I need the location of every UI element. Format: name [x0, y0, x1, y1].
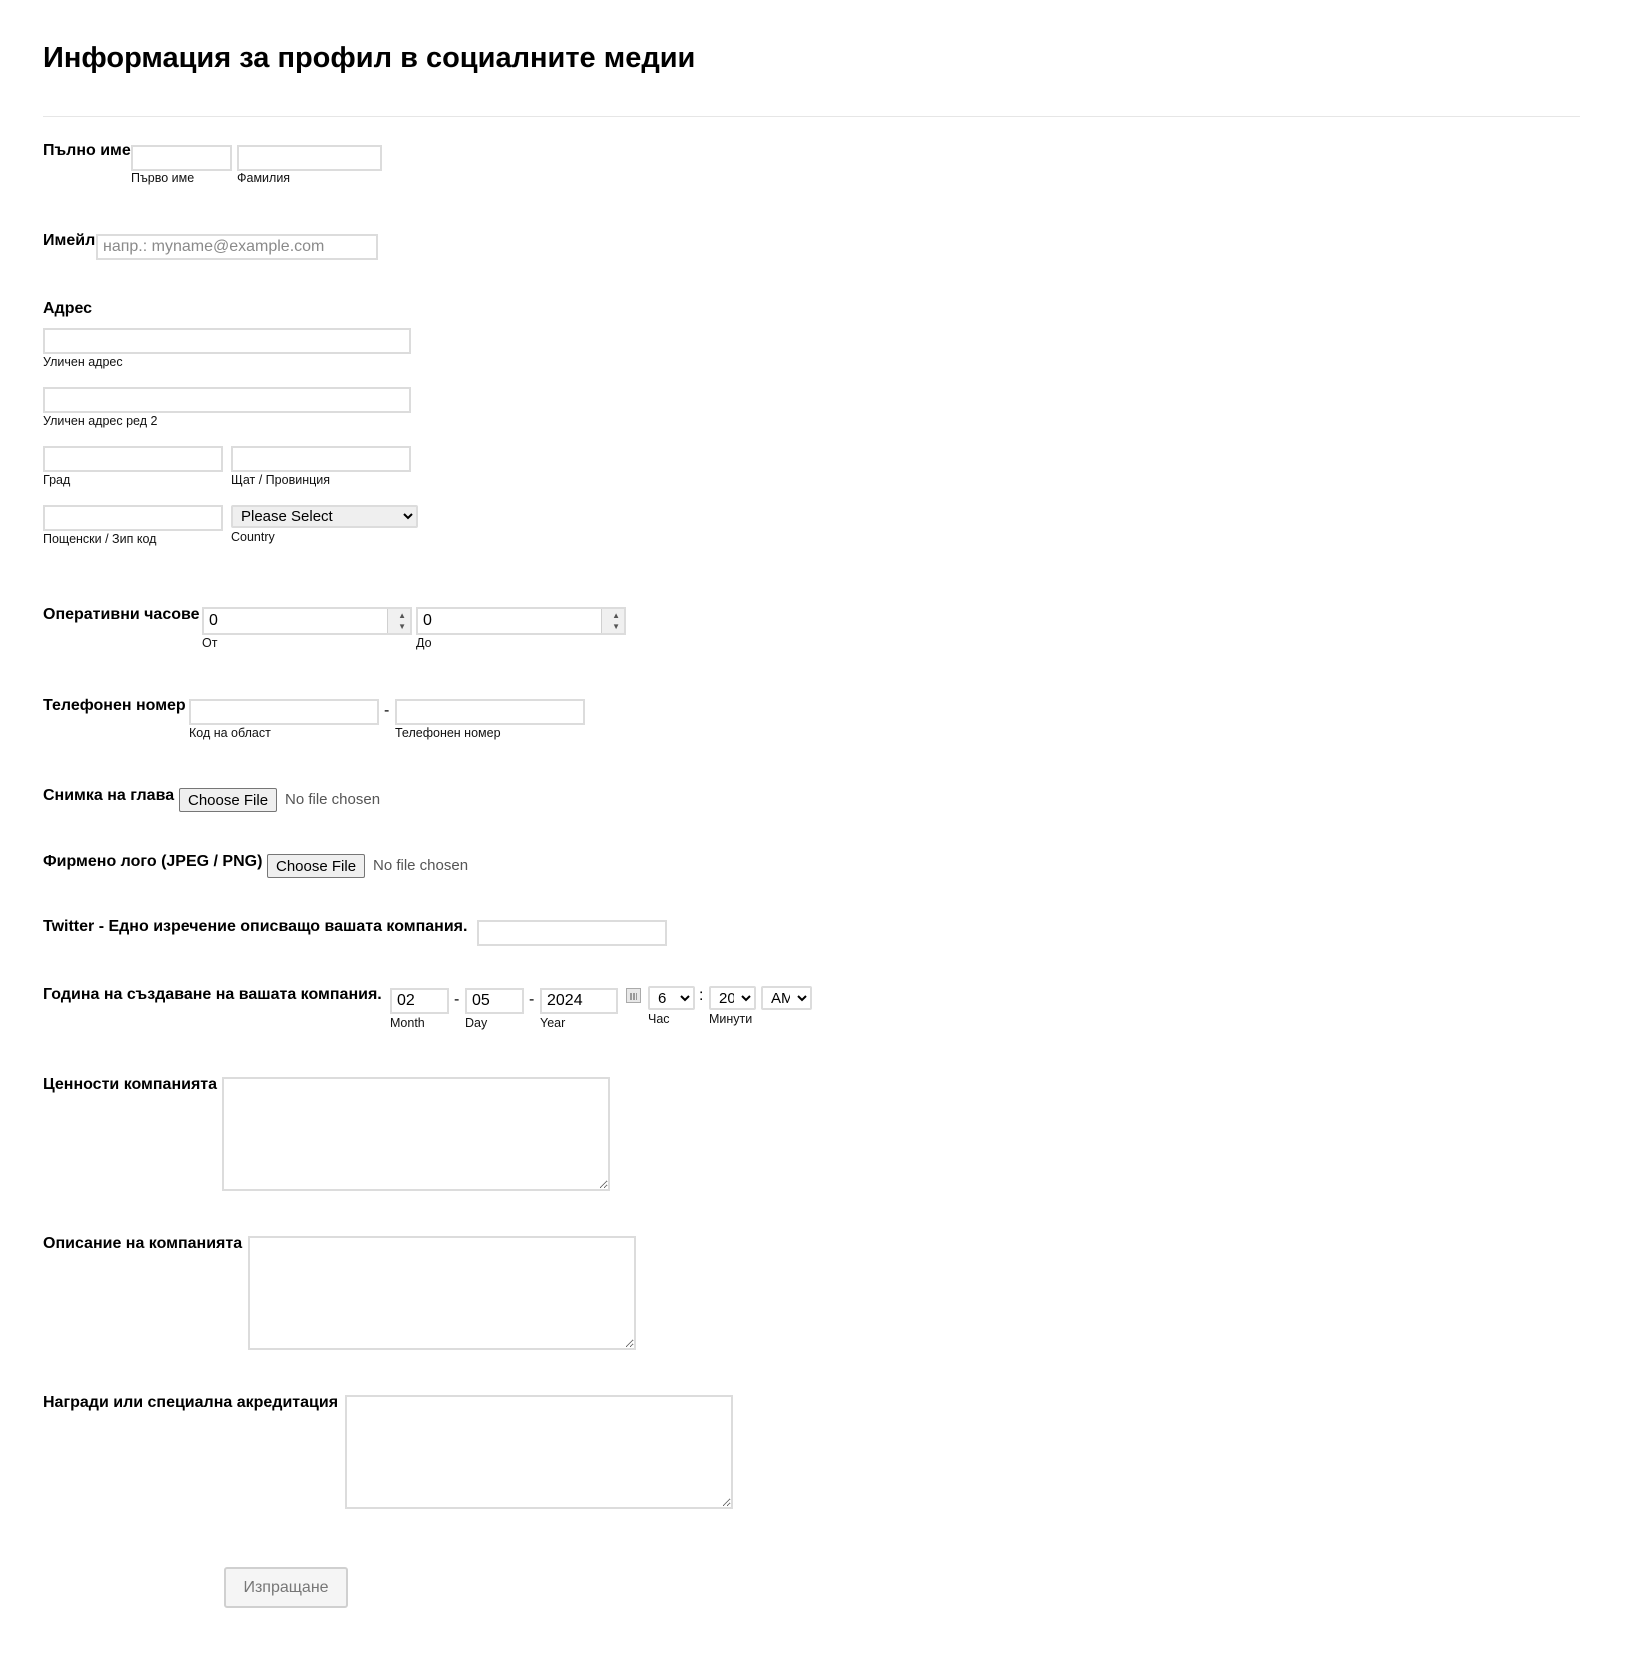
email-label: Имейл [43, 232, 96, 249]
spin-down-icon[interactable]: ▼ [398, 622, 406, 631]
founded-year-sublabel: Year [540, 1016, 566, 1030]
hours-from-sublabel: От [202, 636, 218, 650]
founded-hour-sublabel: Час [648, 1012, 670, 1026]
state-input[interactable] [231, 446, 411, 472]
awards-textarea-wrap [345, 1395, 733, 1514]
date-separator: - [454, 991, 460, 1008]
hours-label: Оперативни часове [43, 606, 200, 623]
phone-number-sublabel: Телефонен номер [395, 726, 501, 740]
state-sublabel: Щат / Провинция [231, 473, 331, 487]
country-sublabel: Country [231, 530, 275, 544]
city-sublabel: Град [43, 473, 71, 487]
twitter-label: Twitter - Едно изречение описващо вашата компания. [43, 918, 468, 935]
description-textarea-wrap [248, 1236, 636, 1355]
hours-to-value[interactable]: 0 [418, 609, 602, 633]
city-input[interactable] [43, 446, 223, 472]
headshot-file-status: No file chosen [285, 791, 381, 808]
hours-from-spinner[interactable] [202, 607, 412, 635]
spin-up-icon[interactable]: ▲ [398, 611, 406, 620]
headshot-choose-file-button[interactable]: Choose File [179, 788, 277, 812]
street-address-line2-sublabel: Уличен адрес ред 2 [43, 414, 158, 428]
headshot-label: Снимка на глава [43, 787, 175, 804]
zip-sublabel: Пощенски / Зип код [43, 532, 157, 546]
hours-from-value[interactable]: 0 [204, 609, 388, 633]
page-title: Информация за профил в социалните медии [43, 42, 696, 74]
phone-area-code-input[interactable] [189, 699, 379, 725]
first-name-input[interactable] [131, 145, 232, 171]
founded-label: Година на създаване на вашата компания. [43, 986, 382, 1003]
logo-file-status: No file chosen [373, 857, 469, 874]
zip-input[interactable] [43, 505, 223, 531]
values-label: Ценности компанията [43, 1076, 218, 1093]
twitter-input[interactable] [477, 920, 667, 946]
street-address-input[interactable] [43, 328, 411, 354]
calendar-icon[interactable] [626, 988, 641, 1003]
founded-hour-select[interactable] [648, 986, 695, 1010]
header-divider [43, 116, 1580, 117]
last-name-input[interactable] [237, 145, 382, 171]
phone-label: Телефонен номер [43, 697, 186, 714]
founded-month-sublabel: Month [390, 1016, 425, 1030]
founded-day-input[interactable] [465, 988, 524, 1014]
address-label: Адрес [43, 300, 93, 317]
awards-textarea[interactable] [345, 1395, 733, 1509]
values-textarea[interactable] [222, 1077, 610, 1191]
logo-label: Фирмено лого (JPEG / PNG) [43, 853, 263, 870]
time-separator: : [699, 987, 704, 1004]
founded-year-input[interactable] [540, 988, 618, 1014]
description-label: Описание на компанията [43, 1235, 243, 1252]
values-textarea-wrap [222, 1077, 610, 1196]
hours-to-sublabel: До [416, 636, 432, 650]
first-name-sublabel: Първо име [131, 171, 195, 185]
email-input[interactable] [96, 234, 378, 260]
street-address-line2-input[interactable] [43, 387, 411, 413]
founded-ampm-select[interactable] [761, 986, 812, 1010]
street-address-sublabel: Уличен адрес [43, 355, 123, 369]
hours-to-spinner[interactable] [416, 607, 626, 635]
description-textarea[interactable] [248, 1236, 636, 1350]
founded-minute-sublabel: Минути [709, 1012, 753, 1026]
phone-area-code-sublabel: Код на област [189, 726, 271, 740]
awards-label: Награди или специална акредитация [43, 1394, 339, 1411]
founded-day-sublabel: Day [465, 1016, 488, 1030]
submit-button[interactable]: Изпращане [224, 1567, 348, 1608]
date-separator: - [529, 991, 535, 1008]
phone-number-input[interactable] [395, 699, 585, 725]
spin-up-icon[interactable]: ▲ [612, 611, 620, 620]
phone-separator: - [384, 702, 390, 719]
founded-minute-select[interactable] [709, 986, 756, 1010]
spin-down-icon[interactable]: ▼ [612, 622, 620, 631]
logo-choose-file-button[interactable]: Choose File [267, 854, 365, 878]
last-name-sublabel: Фамилия [237, 171, 291, 185]
country-select[interactable] [231, 505, 418, 528]
founded-month-input[interactable] [390, 988, 449, 1014]
full-name-label: Пълно име [43, 142, 131, 159]
